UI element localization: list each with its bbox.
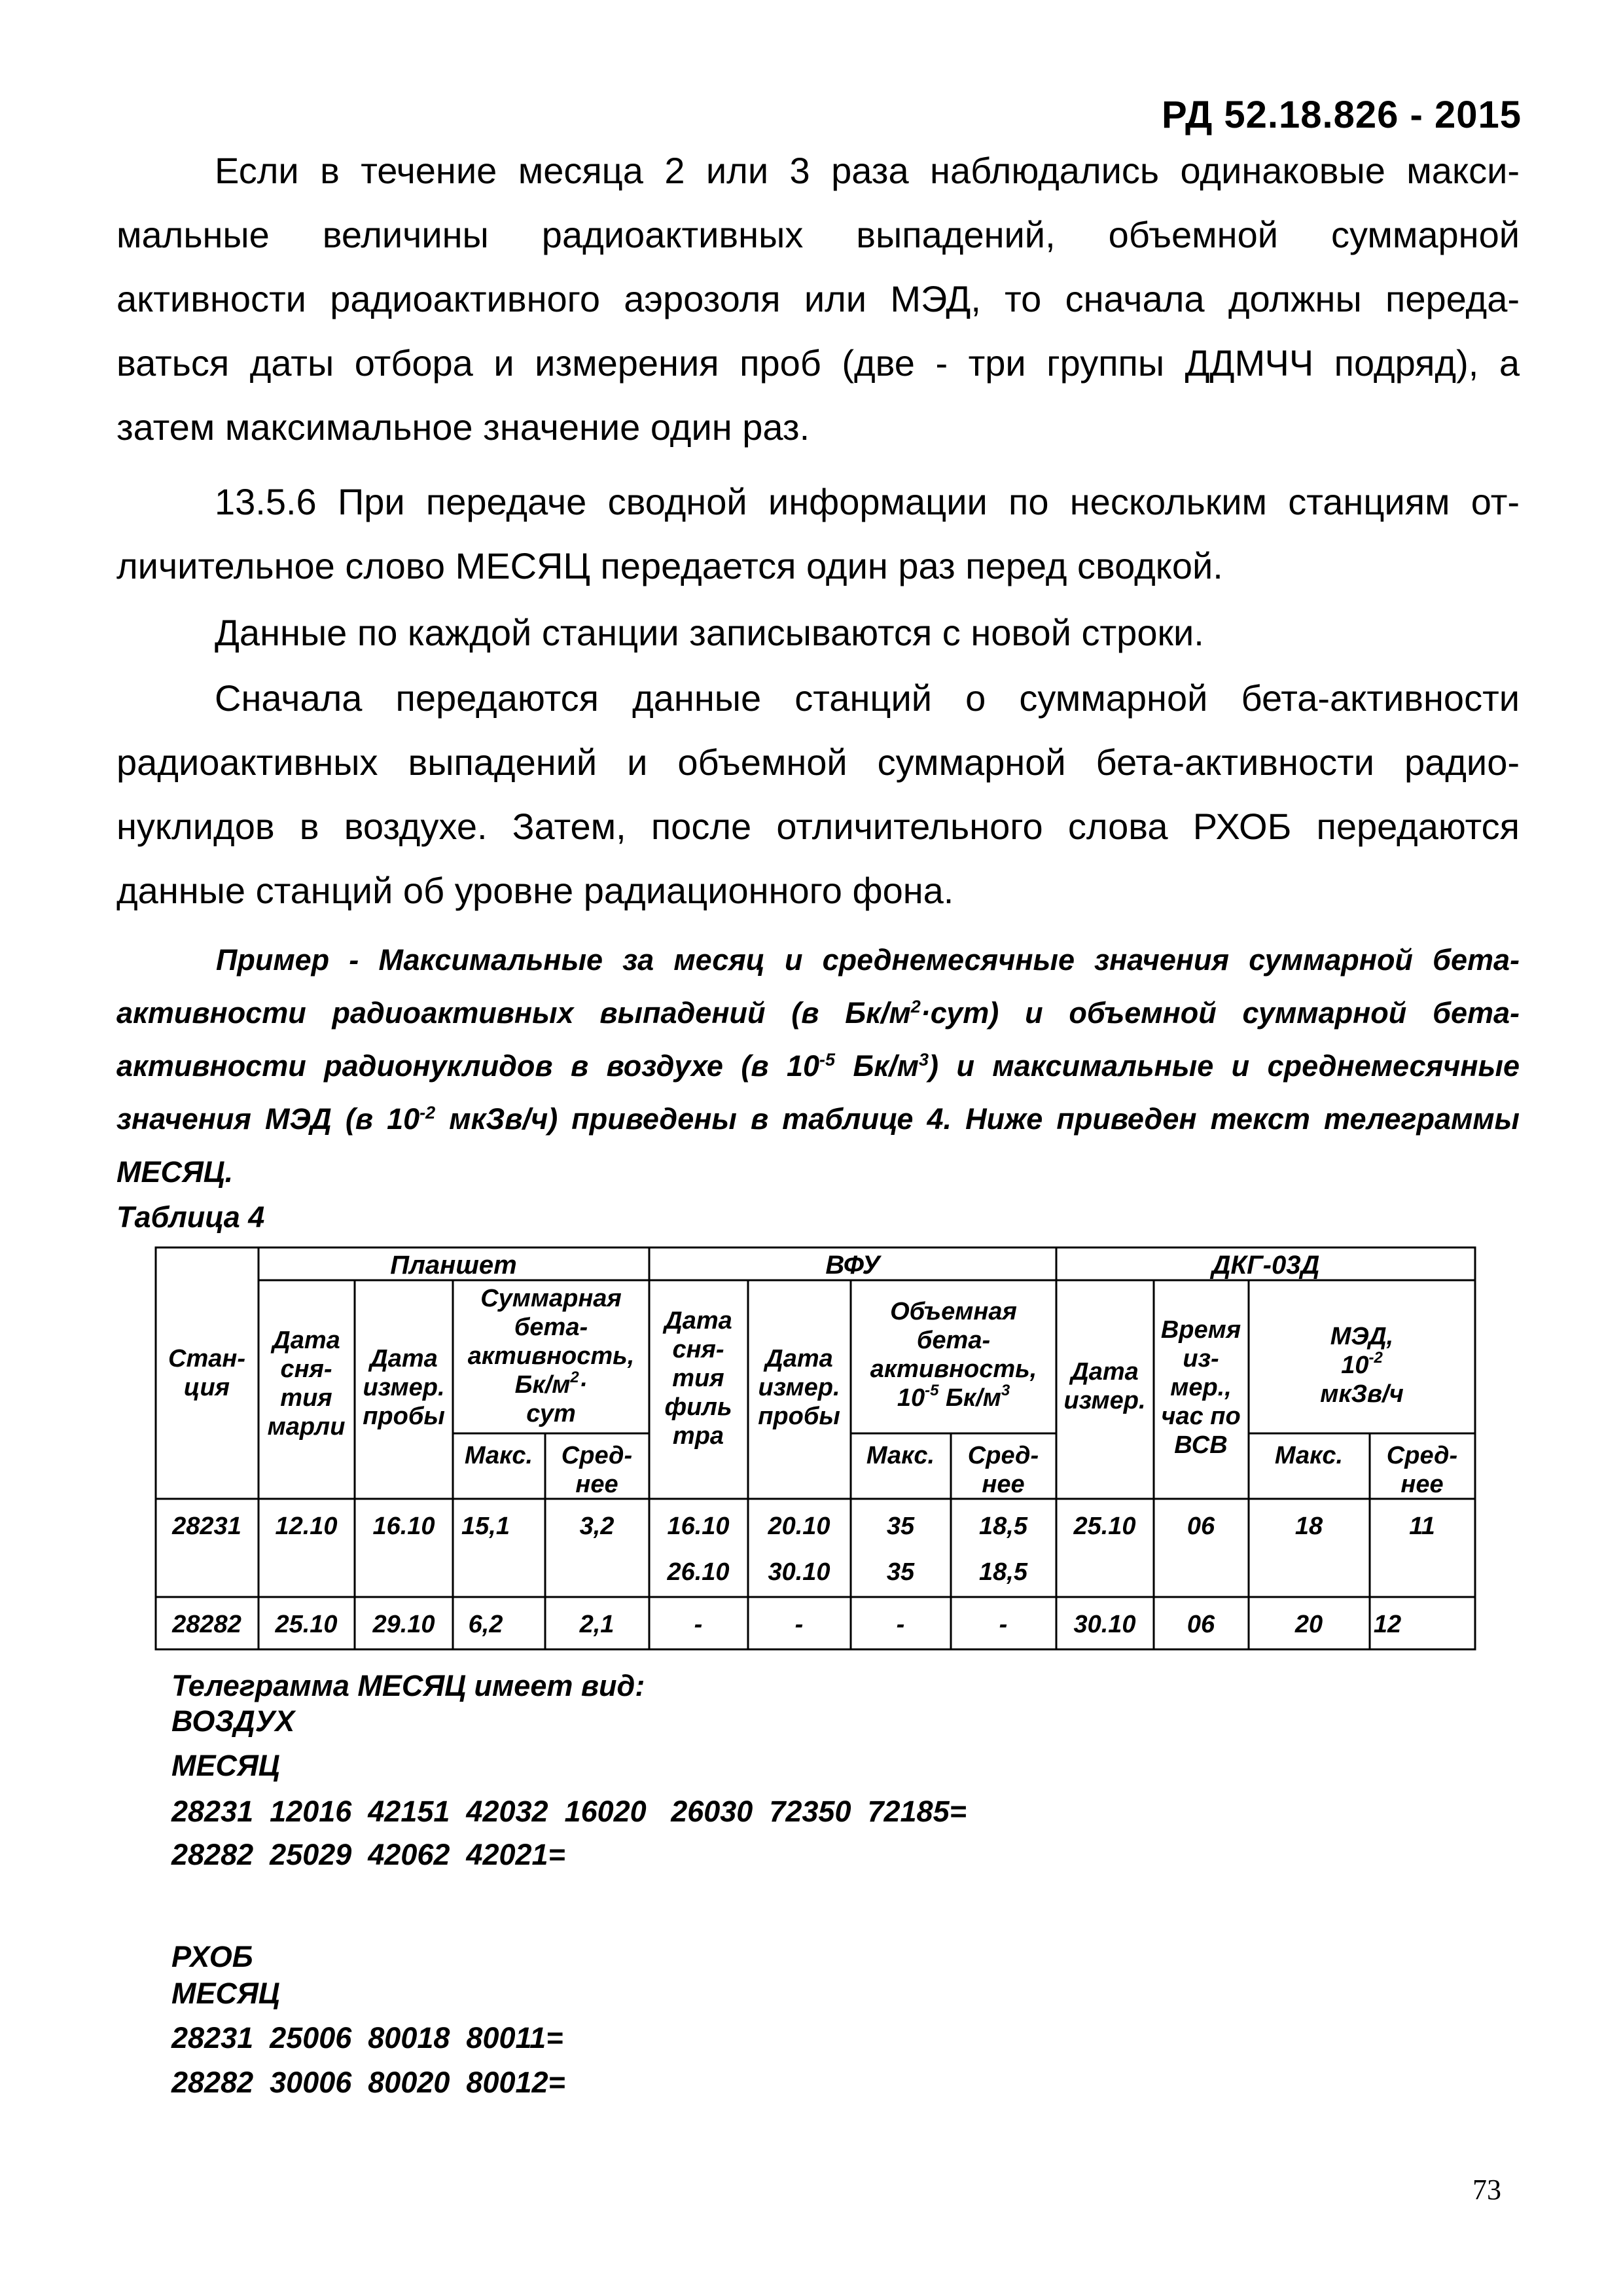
header-station: Стан-ция [168, 1345, 245, 1401]
paragraph-line: 13.5.6 При передаче сводной информации по нескольким станциям от- [215, 481, 1520, 522]
table-row [171, 1513, 1435, 1586]
example-sup: -2 [419, 1103, 436, 1122]
header-date-removal: Дата сня-тия марли [267, 1327, 346, 1441]
header-avg: Сред-нее [967, 1442, 1039, 1498]
cell-vol-beta-avg: - [999, 1611, 1008, 1638]
paragraph-line: радиоактивных выпадений и объемной суммарной бета-активности радио- [116, 742, 1520, 783]
cell-date-measurement-dkg: 25.10 [1073, 1513, 1136, 1540]
telegram-month-label: МЕСЯЦ [171, 1749, 280, 1782]
header-med: МЭД, [1330, 1323, 1394, 1350]
header-vol-beta: Объемная бета-активность, [870, 1298, 1037, 1383]
example-line: МЕСЯЦ. [116, 1155, 234, 1189]
cell-vol-beta-avg: 18,5 [979, 1513, 1027, 1540]
paragraph-line: активности радиоактивного аэрозоля или МЭД, то сначала должны переда- [116, 278, 1520, 319]
example-sup: 2 [910, 997, 921, 1016]
cell-sum-beta-max: 6,2 [468, 1611, 503, 1638]
header-time-measurement: Время из-мер., час по ВСВ [1160, 1316, 1241, 1459]
group-header-vfu: ВФУ [825, 1251, 880, 1280]
telegram-rhob-label: РХОБ [171, 1940, 253, 1973]
example-text: значения МЭД (в 10 [116, 1102, 420, 1136]
example-line: Пример - Максимальные за месяц и среднемесячные значения суммарной бета- [216, 943, 1520, 977]
table-row [171, 1611, 1401, 1638]
cell-sum-beta-avg: 2,1 [579, 1611, 615, 1638]
paragraph-line: нуклидов в воздухе. Затем, после отличительного слова РХОБ передаются [116, 806, 1520, 847]
example-sup: 3 [918, 1050, 929, 1069]
example-text: активности радионуклидов в воздухе (в 10 [116, 1049, 820, 1083]
cell-sum-beta-max: 15,1 [461, 1513, 510, 1540]
cell-vol-beta-max: - [896, 1611, 905, 1638]
example-text: активности радиоактивных выпадений (в Бк/м [116, 996, 911, 1030]
example-text: Бк/м [835, 1049, 919, 1083]
header-date-measurement-dkg: Дата измер. [1063, 1358, 1146, 1414]
cell-sum-beta-avg: 3,2 [579, 1513, 615, 1540]
cell-vol-beta-max: 35 [886, 1558, 915, 1586]
header-max: Макс. [1274, 1442, 1344, 1469]
cell-date-measurement: 29.10 [372, 1611, 435, 1638]
cell-vol-beta-max: 35 [886, 1513, 915, 1540]
cell-filter-removal: 26.10 [667, 1558, 730, 1586]
cell-med-avg: 12 [1373, 1611, 1402, 1638]
paragraph-line: мальные величины радиоактивных выпадений, объемной суммарной [116, 214, 1520, 255]
cell-filter-removal: 16.10 [667, 1513, 730, 1540]
header-avg: Сред-нее [561, 1442, 633, 1498]
telegram-line: 28282 30006 80020 80012= [171, 2066, 565, 2099]
cell-filter-removal: - [694, 1611, 703, 1638]
example-text: мкЗв/ч) приведены в таблице 4. Ниже приведен текст телеграммы [435, 1102, 1520, 1136]
cell-vol-beta-avg: 18,5 [979, 1558, 1027, 1586]
header-date-measurement-vfu: Дата измер. пробы [758, 1345, 840, 1430]
header-sum-beta-unit2: сут [526, 1400, 576, 1427]
example-text: ) и максимальные и среднемесячные [929, 1049, 1520, 1083]
cell-station: 28231 [172, 1513, 241, 1540]
telegram-air-label: ВОЗДУХ [171, 1704, 295, 1738]
header-max: Макс. [464, 1442, 533, 1469]
header-max: Макс. [866, 1442, 935, 1469]
header-med-unit2: мкЗв/ч [1320, 1380, 1404, 1408]
page-number: 73 [1472, 2174, 1501, 2206]
table-caption: Таблица 4 [116, 1200, 265, 1234]
group-header-dkg: ДКГ-03Д [1211, 1251, 1320, 1280]
paragraph-line: данные станций об уровне радиационного фона. [116, 870, 954, 911]
cell-time: 06 [1186, 1611, 1215, 1638]
header-date-measurement: Дата измер. пробы [363, 1345, 445, 1430]
telegram-intro: Телеграмма МЕСЯЦ имеет вид: [171, 1669, 645, 1702]
paragraph-line: затем максимальное значение один раз. [116, 406, 810, 448]
header-vol-beta-unit: $10^{-5}$ $Бк/м^3$ [897, 1382, 1010, 1412]
paragraph-line: Если в течение месяца 2 или 3 раза наблюдались одинаковые макси- [215, 150, 1520, 191]
example-sup: -5 [819, 1050, 836, 1069]
paragraph-line: личительное слово МЕСЯЦ передается один раз перед сводкой. [116, 545, 1223, 586]
document-code: РД 52.18.826 - 2015 [1161, 94, 1522, 136]
telegram-line: 28231 25006 80018 80011= [171, 2021, 563, 2054]
telegram-line: 28282 25029 42062 42021= [171, 1838, 565, 1871]
cell-date-removal: 25.10 [275, 1611, 338, 1638]
paragraph-line: ваться даты отбора и измерения проб (две - три группы ДДМЧЧ подряд), а [116, 342, 1520, 384]
cell-station: 28282 [172, 1611, 241, 1638]
cell-date-measurement: 16.10 [372, 1513, 435, 1540]
cell-date-removal: 12.10 [275, 1513, 338, 1540]
cell-med-max: 20 [1294, 1611, 1323, 1638]
cell-filter-measurement: - [794, 1611, 804, 1638]
example-text: ·сут) и объемной суммарной бета- [920, 996, 1520, 1030]
telegram-month-label: МЕСЯЦ [171, 1977, 280, 2010]
header-avg: Сред-нее [1386, 1442, 1458, 1498]
header-med-unit: $10^{-2}$ [1341, 1349, 1383, 1379]
telegram-line: 28231 12016 42151 42032 16020 26030 72350 72185= [171, 1795, 967, 1828]
cell-filter-measurement: 20.10 [768, 1513, 830, 1540]
header-sum-beta-unit: $Бк/м^2\cdot$ [514, 1369, 588, 1399]
cell-filter-measurement: 30.10 [768, 1558, 830, 1586]
cell-med-max: 18 [1294, 1513, 1323, 1540]
cell-med-avg: 11 [1409, 1513, 1435, 1540]
paragraph-line: Сначала передаются данные станций о суммарной бета-активности [215, 677, 1520, 719]
paragraph-3: Данные по каждой станции записываются с новой строки. [215, 612, 1204, 653]
header-sum-beta: Суммарная бета-активность, [467, 1285, 635, 1370]
header-date-filter: Дата сня-тия филь тра [664, 1307, 732, 1450]
cell-time: 06 [1186, 1513, 1215, 1540]
group-header-plansh: Планшет [390, 1251, 517, 1280]
cell-date-measurement-dkg: 30.10 [1073, 1611, 1136, 1638]
